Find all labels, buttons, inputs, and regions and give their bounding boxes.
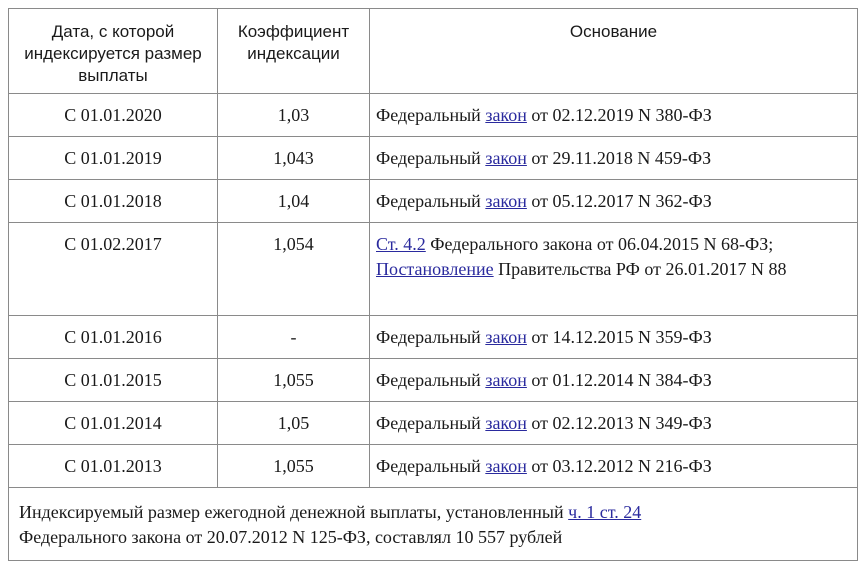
basis-text: Федерального закона от 06.04.2015 N 68-ФЗ; bbox=[425, 234, 774, 254]
basis-text: от 01.12.2014 N 384-ФЗ bbox=[526, 370, 712, 390]
coefficient-cell: - bbox=[218, 316, 370, 359]
date-cell: С 01.01.2020 bbox=[9, 94, 218, 137]
table-row bbox=[9, 180, 858, 223]
basis-text: от 02.12.2013 N 349-ФЗ bbox=[526, 413, 712, 433]
table-row bbox=[9, 359, 858, 402]
coefficient-cell: 1,055 bbox=[218, 445, 370, 488]
indexation-table bbox=[8, 8, 858, 561]
basis-cell bbox=[370, 223, 858, 316]
table-row bbox=[9, 402, 858, 445]
table-row bbox=[9, 445, 858, 488]
basis-text: Федеральный bbox=[376, 413, 486, 433]
basis-cell bbox=[370, 402, 858, 445]
coefficient-cell: 1,05 bbox=[218, 402, 370, 445]
footer-note bbox=[9, 488, 858, 561]
basis-text: от 05.12.2017 N 362-ФЗ bbox=[526, 191, 712, 211]
basis-cell bbox=[370, 316, 858, 359]
basis-cell bbox=[370, 94, 858, 137]
law-link[interactable]: закон bbox=[485, 413, 527, 433]
law-link[interactable]: закон bbox=[485, 191, 527, 211]
basis-text: Федеральный bbox=[376, 105, 486, 125]
date-cell: С 01.02.2017 bbox=[9, 223, 218, 316]
header-row bbox=[9, 9, 858, 94]
law-link[interactable]: закон bbox=[485, 105, 527, 125]
date-cell: С 01.01.2019 bbox=[9, 137, 218, 180]
basis-text: от 03.12.2012 N 216-ФЗ bbox=[526, 456, 712, 476]
basis-text: от 14.12.2015 N 359-ФЗ bbox=[526, 327, 712, 347]
footer-text: Федерального закона от 20.07.2012 N 125-ФЗ, составлял 10 557 рублей bbox=[19, 527, 563, 547]
law-link[interactable]: закон bbox=[485, 456, 527, 476]
law-link[interactable]: закон bbox=[485, 327, 527, 347]
coefficient-cell: 1,04 bbox=[218, 180, 370, 223]
footer-text: Индексируемый размер ежегодной денежной выплаты, установленный bbox=[19, 502, 569, 522]
basis-text: Правительства РФ от 26.01.2017 N 88 bbox=[493, 259, 787, 279]
indexation-table-container bbox=[8, 8, 858, 561]
basis-cell bbox=[370, 445, 858, 488]
date-cell: С 01.01.2013 bbox=[9, 445, 218, 488]
law-link[interactable]: закон bbox=[485, 148, 527, 168]
article-24-link[interactable]: ч. 1 ст. 24 bbox=[568, 502, 642, 522]
basis-cell bbox=[370, 137, 858, 180]
footer-row bbox=[9, 488, 858, 561]
basis-text: от 02.12.2019 N 380-ФЗ bbox=[526, 105, 712, 125]
coefficient-cell: 1,055 bbox=[218, 359, 370, 402]
date-cell: С 01.01.2015 bbox=[9, 359, 218, 402]
article-link[interactable]: Ст. 4.2 bbox=[376, 234, 426, 254]
basis-text: Федеральный bbox=[376, 456, 486, 476]
coefficient-cell: 1,054 bbox=[218, 223, 370, 316]
date-cell: С 01.01.2016 bbox=[9, 316, 218, 359]
date-cell: С 01.01.2014 bbox=[9, 402, 218, 445]
table-row bbox=[9, 137, 858, 180]
basis-text: Федеральный bbox=[376, 148, 486, 168]
basis-text: Федеральный bbox=[376, 191, 486, 211]
law-link[interactable]: закон bbox=[485, 370, 527, 390]
coefficient-cell: 1,03 bbox=[218, 94, 370, 137]
header-date: Дата, с которой индексируется размер выплаты bbox=[9, 9, 218, 94]
basis-cell bbox=[370, 180, 858, 223]
header-coefficient: Коэффициент индексации bbox=[218, 9, 370, 94]
basis-text: от 29.11.2018 N 459-ФЗ bbox=[526, 148, 712, 168]
header-basis: Основание bbox=[370, 9, 858, 94]
table-row bbox=[9, 316, 858, 359]
date-cell: С 01.01.2018 bbox=[9, 180, 218, 223]
table-row bbox=[9, 94, 858, 137]
basis-text: Федеральный bbox=[376, 327, 486, 347]
basis-cell bbox=[370, 359, 858, 402]
resolution-link[interactable]: Постановление bbox=[376, 259, 494, 279]
table-row bbox=[9, 223, 858, 316]
coefficient-cell: 1,043 bbox=[218, 137, 370, 180]
basis-text: Федеральный bbox=[376, 370, 486, 390]
